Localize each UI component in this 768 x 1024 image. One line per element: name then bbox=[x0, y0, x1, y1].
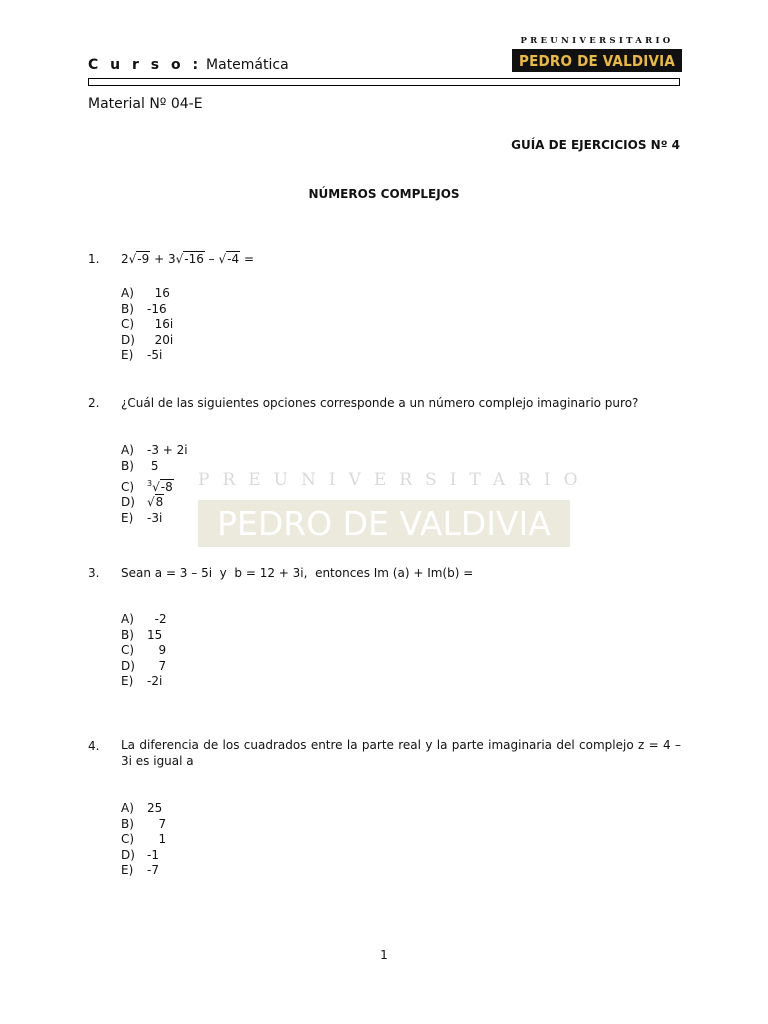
option-letter: A) bbox=[121, 801, 134, 815]
radical-sign-icon: √ bbox=[218, 252, 227, 266]
root-index: 3 bbox=[147, 479, 153, 488]
question-number: 3. bbox=[88, 566, 100, 580]
option-letter: D) bbox=[121, 495, 135, 509]
question-number: 1. bbox=[88, 252, 100, 266]
option-letter: E) bbox=[121, 348, 134, 362]
option-letter: C) bbox=[121, 832, 135, 846]
document-title: NÚMEROS COMPLEJOS bbox=[308, 187, 460, 201]
course-value: Matemática bbox=[206, 57, 289, 73]
option-text: 7 bbox=[147, 658, 167, 673]
option bbox=[121, 628, 167, 644]
option-text: -5i bbox=[147, 348, 163, 362]
option bbox=[121, 333, 173, 349]
option bbox=[121, 474, 188, 495]
option bbox=[121, 348, 173, 364]
guide-title: GUÍA DE EJERCICIOS Nº 4 bbox=[511, 138, 680, 152]
option-letter: E) bbox=[121, 863, 134, 877]
question-text: ¿Cuál de las siguientes opciones corresponde a un número complejo imaginario puro? bbox=[121, 396, 639, 410]
question-text: Sean a = 3 – 5i y b = 12 + 3i, entonces Im (a) + Im(b) = bbox=[121, 566, 474, 580]
radicand: -8 bbox=[160, 480, 173, 494]
radicand: 8 bbox=[155, 495, 164, 509]
option bbox=[121, 659, 167, 675]
question-4-options bbox=[121, 801, 166, 879]
radical-sign-icon: √ bbox=[147, 495, 155, 509]
option-letter: E) bbox=[121, 510, 134, 525]
course-line bbox=[88, 57, 289, 73]
coefficient: 2 bbox=[121, 252, 129, 266]
option-text: -3i bbox=[147, 510, 163, 525]
option-text: -3 + 2i bbox=[147, 443, 188, 457]
radicand: -9 bbox=[137, 252, 150, 266]
option-letter: D) bbox=[121, 332, 135, 347]
equals: = bbox=[240, 252, 254, 266]
option bbox=[121, 286, 173, 302]
option-letter: B) bbox=[121, 301, 134, 316]
option bbox=[121, 443, 188, 459]
question-number: 4. bbox=[88, 739, 100, 753]
institution-logo bbox=[512, 36, 682, 72]
watermark-logo bbox=[198, 470, 591, 547]
option bbox=[121, 511, 188, 527]
option-text: 25 bbox=[147, 801, 163, 815]
option-text: -1 bbox=[147, 847, 159, 862]
option-letter: A) bbox=[121, 286, 134, 300]
option-text: 9 bbox=[147, 643, 167, 657]
option-letter: A) bbox=[121, 443, 134, 457]
option-text: 15 bbox=[147, 627, 163, 642]
question-number: 2. bbox=[88, 396, 100, 410]
operator: – bbox=[204, 252, 219, 266]
option-letter: C) bbox=[121, 480, 135, 494]
header-rule bbox=[88, 78, 680, 86]
question-1-expression bbox=[121, 252, 681, 266]
option-letter: D) bbox=[121, 658, 135, 673]
option-letter: B) bbox=[121, 627, 134, 642]
option-text: 1 bbox=[147, 832, 167, 846]
watermark-top-text: PREUNIVERSITARIO bbox=[198, 470, 591, 490]
radical-sign-icon: √ bbox=[128, 252, 137, 266]
option-letter: A) bbox=[121, 612, 134, 626]
option-text: -2i bbox=[147, 674, 163, 688]
option-letter: C) bbox=[121, 643, 135, 657]
radicand: -16 bbox=[184, 252, 204, 266]
radical-sign-icon: √ bbox=[152, 480, 160, 494]
watermark-name-text: PEDRO DE VALDIVIA bbox=[198, 500, 570, 547]
option-letter: B) bbox=[121, 816, 134, 831]
logo-name-text: PEDRO DE VALDIVIA bbox=[512, 49, 682, 72]
option bbox=[121, 612, 167, 628]
option bbox=[121, 317, 173, 333]
radical-sign-icon: √ bbox=[175, 252, 184, 266]
option bbox=[121, 832, 166, 848]
operator: + 3 bbox=[150, 252, 176, 266]
option bbox=[121, 459, 188, 475]
option bbox=[121, 863, 166, 879]
option bbox=[121, 674, 167, 690]
option-text: 7 bbox=[147, 816, 167, 831]
option-letter: E) bbox=[121, 674, 134, 688]
page-number: 1 bbox=[380, 948, 388, 962]
option bbox=[121, 495, 188, 511]
option-text: 16 bbox=[147, 286, 170, 300]
option-text: 20i bbox=[147, 332, 174, 347]
option-text: -7 bbox=[147, 863, 159, 877]
question-2-options bbox=[121, 443, 188, 526]
option bbox=[121, 302, 173, 318]
option-text: 16i bbox=[147, 317, 174, 331]
option bbox=[121, 643, 167, 659]
option-text: -2 bbox=[147, 612, 167, 626]
option-text: 5 bbox=[147, 458, 159, 473]
option bbox=[121, 801, 166, 817]
logo-top-text: PREUNIVERSITARIO bbox=[520, 36, 674, 46]
course-label: C u r s o : bbox=[88, 57, 202, 73]
option-letter: C) bbox=[121, 317, 135, 331]
option-letter: D) bbox=[121, 847, 135, 862]
material-code: Material Nº 04-E bbox=[88, 96, 203, 112]
option bbox=[121, 848, 166, 864]
question-1-options bbox=[121, 286, 173, 364]
radicand: -4 bbox=[227, 252, 240, 266]
option bbox=[121, 817, 166, 833]
option-letter: B) bbox=[121, 458, 134, 473]
question-text: La diferencia de los cuadrados entre la parte real y la parte imaginaria del complejo z = 4 – 3i es igual a bbox=[121, 738, 681, 768]
option-text: -16 bbox=[147, 301, 167, 316]
question-3-options bbox=[121, 612, 167, 690]
